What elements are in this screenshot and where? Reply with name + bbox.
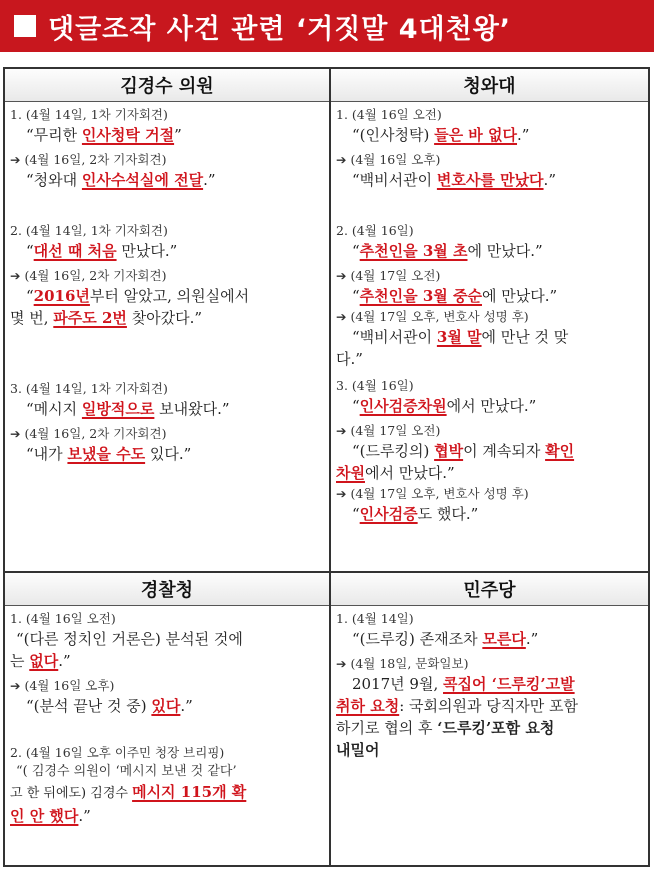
arrow-icon: ➔: [336, 152, 347, 167]
dem-s1-followup-text-4: 내밀어: [336, 741, 380, 759]
arrow-icon: ➔: [10, 152, 21, 167]
kim-s2-meta: 2. (4월 14일, 1차 기자회견): [10, 223, 168, 238]
police-s2-quote-end: 인 안 했다.”: [10, 807, 91, 825]
kim-s1-followup-meta: ➔ (4월 16일, 2차 기자회견): [10, 152, 167, 167]
bh-s2-quote: “추천인을 3월 초에 만났다.”: [352, 242, 543, 260]
bh-s2-second-followup-meta: ➔ (4월 17일 오후, 변호사 성명 후): [336, 309, 529, 324]
police-s2-quote: “( 김경수 의원이 ‘메시지 보낸 것 같다’: [16, 764, 237, 779]
dem-s1-followup-meta: ➔ (4월 18일, 문화일보): [336, 656, 469, 671]
police-s1-quote-cont: 는 없다.”: [10, 652, 71, 670]
page-title: 댓글조작 사건 관련 ‘거짓말 4대천왕’: [48, 13, 512, 45]
arrow-icon: ➔: [10, 426, 21, 441]
comparison-table: [3, 67, 650, 867]
arrow-icon: ➔: [336, 268, 347, 283]
kim-s1-followup-quote: “청와대 인사수석실에 전달.”: [26, 171, 216, 189]
title-banner: [0, 0, 654, 52]
arrow-icon: ➔: [10, 268, 21, 283]
bh-s3-quote: “인사검증차원에서 만났다.”: [352, 397, 537, 415]
header-police: 경찰청: [5, 573, 329, 606]
kim-s3-followup-meta: ➔ (4월 16일, 2차 기자회견): [10, 426, 167, 441]
header-democratic: 민주당: [331, 573, 648, 606]
bluehouse-cell: [336, 105, 646, 525]
police-s1-meta: 1. (4월 16일 오전): [10, 611, 116, 626]
bh-s3-followup-meta: ➔ (4월 17일 오전): [336, 423, 441, 438]
dem-s1-quote: “(드루킹) 존재조차 모른다.”: [352, 630, 539, 648]
police-cell: [10, 609, 326, 827]
police-s2-meta: 2. (4월 16일 오후 이주민 청장 브리핑): [10, 745, 225, 760]
dem-s1-meta: 1. (4월 14일): [336, 611, 414, 626]
kim-s2-quote: “대선 때 처음 만났다.”: [26, 242, 178, 260]
bh-s2-followup-quote: “추천인을 3월 중순에 만났다.”: [352, 287, 558, 305]
kim-s2-followup-quote: “2016년부터 알았고, 의원실에서: [26, 287, 250, 305]
kim-s3-meta: 3. (4월 14일, 1차 기자회견): [10, 381, 168, 396]
kim-s3-quote: “메시지 일방적으로 보내왔다.”: [26, 400, 230, 418]
bh-s1-followup-meta: ➔ (4월 16일 오후): [336, 152, 441, 167]
arrow-icon: ➔: [336, 656, 347, 671]
police-s1-quote: “(다른 정치인 거론은) 분석된 것에: [16, 630, 243, 648]
header-bluehouse: 청와대: [331, 69, 648, 102]
header-kim: 김경수 의원: [5, 69, 329, 102]
dem-s1-followup-text-3: 하기로 협의 후 ‘드루킹’포함 요청: [336, 719, 555, 737]
bh-s3-meta: 3. (4월 16일): [336, 378, 414, 393]
police-s1-followup-meta: ➔ (4월 16일 오후): [10, 678, 115, 693]
bh-s2-second-followup-quote: “백비서관이 3월 말에 만난 것 맞: [352, 328, 569, 346]
bh-s2-followup-meta: ➔ (4월 17일 오전): [336, 268, 441, 283]
kim-s3-followup-quote: “내가 보냈을 수도 있다.”: [26, 445, 192, 463]
bh-s2-meta: 2. (4월 16일): [336, 223, 414, 238]
bh-s3-second-followup-quote: “인사검증도 했다.”: [352, 505, 479, 523]
arrow-icon: ➔: [336, 486, 347, 501]
kim-s2-followup-meta: ➔ (4월 16일, 2차 기자회견): [10, 268, 167, 283]
arrow-icon: ➔: [336, 309, 347, 324]
square-bullet-icon: [14, 15, 36, 37]
bh-s3-followup-quote: “(드루킹의) 협박이 계속되자 확인: [352, 442, 575, 460]
kim-s1-quote: “무리한 인사청탁 거절”: [26, 126, 182, 144]
bh-s3-followup-quote-cont: 차원에서 만났다.”: [336, 464, 455, 482]
kim-s2-followup-quote-cont: 몇 번, 파주도 2번 찾아갔다.”: [10, 309, 203, 327]
bh-s3-second-followup-meta: ➔ (4월 17일 오후, 변호사 성명 후): [336, 486, 529, 501]
dem-s1-followup-text-2: 취하 요청: 국회의원과 당직자만 포함: [336, 697, 578, 715]
police-s1-followup-quote: “(분석 끝난 것 중) 있다.”: [26, 697, 193, 715]
police-s2-quote-cont: 고 한 뒤에도) 김경수 메시지 115개 확: [10, 783, 247, 801]
bh-s1-quote: “(인사청탁) 들은 바 없다.”: [352, 126, 530, 144]
bh-s1-followup-quote: “백비서관이 변호사를 만났다.”: [352, 171, 556, 189]
dem-s1-followup-text: 2017년 9월, 콕집어 ‘드루킹’고발: [352, 675, 575, 693]
arrow-icon: ➔: [336, 423, 347, 438]
kim-cell: [10, 105, 326, 465]
kim-s1-meta: 1. (4월 14일, 1차 기자회견): [10, 107, 168, 122]
bh-s2-second-followup-quote-cont: 다.”: [336, 350, 363, 368]
arrow-icon: ➔: [10, 678, 21, 693]
bh-s1-meta: 1. (4월 16일 오전): [336, 107, 442, 122]
column-divider: [329, 69, 331, 865]
democratic-cell: [336, 609, 646, 761]
